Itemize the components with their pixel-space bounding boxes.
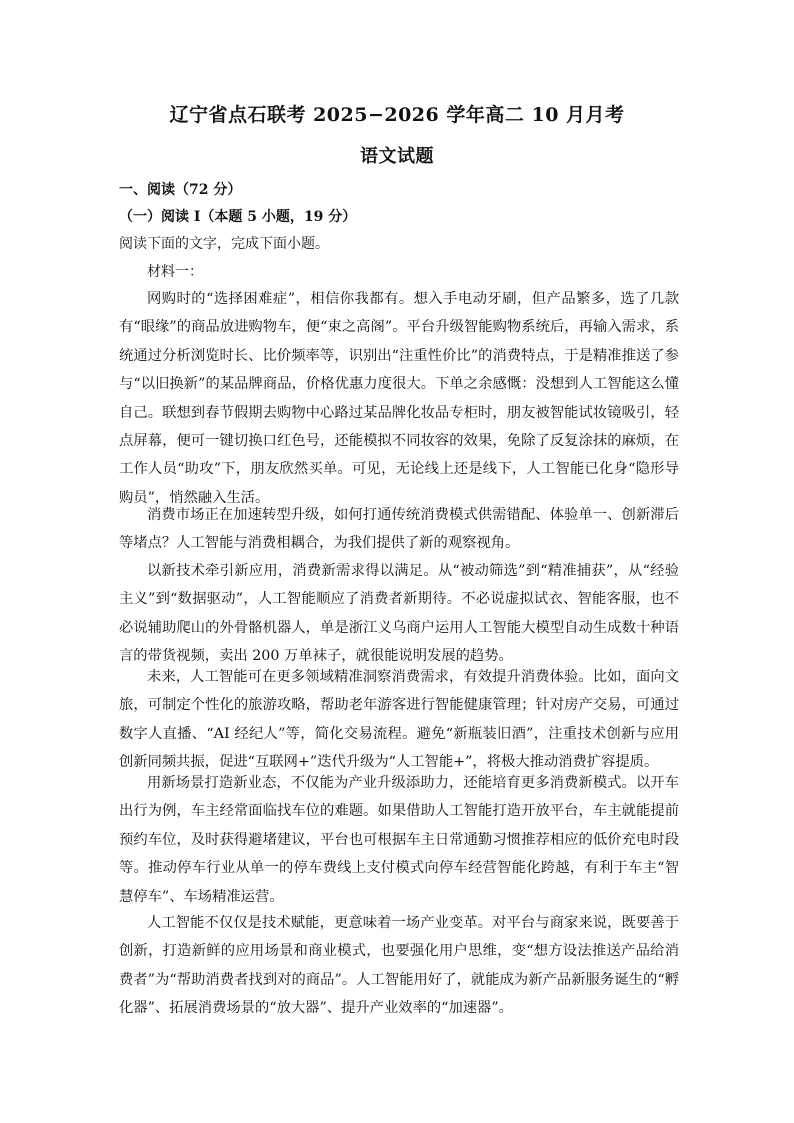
paragraph-2: 消费市场正在加速转型升级，如何打通传统消费模式供需错配、体验单一、创新滞后等堵点？人工智能与消费相耦合，为我们提供了新的观察视角。	[119, 507, 679, 552]
paragraph-3: 以新技术牵引新应用，消费新需求得以满足。从“被动筛选”到“精准捕获”，从“经验主义”到“数据驱动”，人工智能顺应了消费者新期待。不必说虚拟试衣、智能客服，也不必说辅助爬山的外骨骼机器人，单是浙江义乌商户运用人工智能大模型自动生成数十种语言的带货视频，卖出 200 万单袜子，就很能说明发展的趋势。	[119, 563, 679, 665]
section-heading: 一、阅读（72 分）	[119, 182, 242, 198]
exam-title: 辽宁省点石联考 2025−2026 学年高二 10 月月考	[169, 104, 625, 126]
paragraph-1: 网购时的“选择困难症”，相信你我都有。想入手电动牙刷，但产品繁多，选了几款有“眼缘”的商品放进购物车，便“束之高阁”。平台升级智能购物系统后，再输入需求，系统通过分析浏览时长、比价频率等，识别出“注重性价比”的消费特点，于是精准推送了参与“以旧换新”的某品牌商品，价格优惠力度很大。下单之余感慨：没想到人工智能这么懂自己。联想到春节假期去购物中心路过某品牌化妆品专柜时，朋友被智能试妆镜吸引，轻点屏幕，便可一键切换口红色号，还能模拟不同妆容的效果，免除了反复涂抹的麻烦，在工作人员“助攻”下，朋友欣然买单。可见，无论线上还是线下，人工智能已化身“隐形导购员”，悄然融入生活。	[119, 291, 679, 506]
instruction-text: 阅读下面的文字，完成下面小题。	[119, 236, 329, 252]
exam-subtitle: 语文试题	[360, 146, 434, 167]
paragraph-5: 用新场景打造新业态，不仅能为产业升级添助力，还能培育更多消费新模式。以开车出行为例，车主经常面临找车位的难题。如果借助人工智能打造开放平台，车主就能提前预约车位，及时获得避堵建议，平台也可根据车主日常通勤习惯推荐相应的低价充电时段等。推动停车行业从单一的停车费线上支付模式向停车经营智能化跨越，有利于车主“智慧停车”、车场精准运营。	[119, 775, 679, 905]
paragraph-4: 未来，人工智能可在更多领域精准洞察消费需求，有效提升消费体验。比如，面向文旅，可制定个性化的旅游攻略，帮助老年游客进行智能健康管理；针对房产交易，可通过数字人直播、“AI 经纪人”等，简化交易流程。避免“新瓶装旧酒”，注重技术创新与应用创新同频共振，促进“互联网+”迭代升级为“人工智能+”，将极大推动消费扩容提质。	[119, 669, 679, 771]
material-label: 材料一：	[147, 264, 203, 280]
paragraph-6: 人工智能不仅仅是技术赋能，更意味着一场产业变革。对平台与商家来说，既要善于创新，打造新鲜的应用场景和商业模式，也要强化用户思维，变“想方设法推送产品给消费者”为“帮助消费者找到对的商品”。人工智能用好了，就能成为新产品新服务诞生的“孵化器”、拓展消费场景的“放大器”、提升产业效率的“加速器”。	[119, 915, 679, 1017]
sub-section-heading: （一）阅读 I（本题 5 小题，19 分）	[119, 209, 357, 225]
